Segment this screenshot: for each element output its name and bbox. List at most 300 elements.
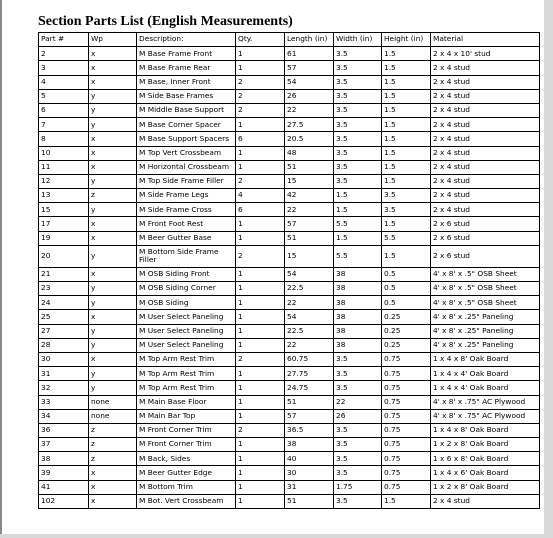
cell-width: 38 (334, 310, 382, 324)
cell-qty: 4 (236, 189, 285, 203)
table-row (39, 494, 540, 508)
cell-part-number: 30 (39, 352, 89, 366)
cell-height: 1.5 (382, 132, 431, 146)
cell-wp: x (89, 132, 137, 146)
cell-material: 1 x 2 x 8' Oak Board (431, 438, 540, 452)
cell-length: 22.5 (285, 282, 334, 296)
cell-height: 0.75 (382, 409, 431, 423)
cell-width: 3.5 (334, 89, 382, 103)
cell-wp: x (89, 160, 137, 174)
cell-wp: x (89, 75, 137, 89)
cell-description: M Back, Sides (137, 452, 236, 466)
cell-wp: y (89, 118, 137, 132)
cell-part-number: 41 (39, 480, 89, 494)
cell-height: 0.5 (382, 296, 431, 310)
table-row (39, 480, 540, 494)
page-edge-bottom (0, 534, 553, 538)
cell-length: 22.5 (285, 324, 334, 338)
cell-width: 3.5 (334, 174, 382, 188)
cell-description: M Beer Gutter Edge (137, 466, 236, 480)
table-row (39, 296, 540, 310)
cell-part-number: 20 (39, 245, 89, 267)
cell-height: 0.25 (382, 338, 431, 352)
cell-length: 42 (285, 189, 334, 203)
page-edge-left (0, 0, 2, 538)
cell-width: 5.5 (334, 217, 382, 231)
cell-description: M OSB Siding (137, 296, 236, 310)
cell-height: 0.75 (382, 395, 431, 409)
cell-wp: y (89, 338, 137, 352)
cell-description: M Base Support Spacers (137, 132, 236, 146)
cell-width: 1.5 (334, 189, 382, 203)
cell-qty: 6 (236, 203, 285, 217)
cell-height: 0.75 (382, 466, 431, 480)
cell-wp: z (89, 189, 137, 203)
cell-material: 2 x 4 stud (431, 118, 540, 132)
cell-part-number: 11 (39, 160, 89, 174)
cell-description: M Beer Gutter Base (137, 231, 236, 245)
cell-length: 57 (285, 409, 334, 423)
cell-description: M Horizontal Crossbeam (137, 160, 236, 174)
header-qty: Qty. (236, 33, 285, 47)
cell-material: 4' x 8' x .75" AC Plywood (431, 395, 540, 409)
cell-qty: 1 (236, 409, 285, 423)
cell-material: 2 x 4 stud (431, 132, 540, 146)
cell-width: 3.5 (334, 423, 382, 437)
cell-qty: 1 (236, 438, 285, 452)
cell-width: 3.5 (334, 494, 382, 508)
cell-description: M Base Frame Front (137, 47, 236, 61)
table-row (39, 381, 540, 395)
table-row (39, 367, 540, 381)
cell-material: 2 x 4 stud (431, 146, 540, 160)
cell-wp: y (89, 296, 137, 310)
table-row (39, 423, 540, 437)
cell-qty: 1 (236, 61, 285, 75)
cell-part-number: 21 (39, 267, 89, 281)
cell-description: M Side Frame Cross (137, 203, 236, 217)
cell-qty: 1 (236, 146, 285, 160)
table-row (39, 282, 540, 296)
cell-qty: 1 (236, 338, 285, 352)
cell-material: 4' x 8' x .5" OSB Sheet (431, 296, 540, 310)
cell-description: M Front Foot Rest (137, 217, 236, 231)
cell-wp: y (89, 203, 137, 217)
cell-description: M Top Arm Rest Trim (137, 381, 236, 395)
cell-length: 54 (285, 75, 334, 89)
cell-material: 4' x 8' x .75" AC Plywood (431, 409, 540, 423)
cell-material: 2 x 4 stud (431, 494, 540, 508)
cell-length: 15 (285, 174, 334, 188)
cell-qty: 1 (236, 296, 285, 310)
cell-wp: y (89, 324, 137, 338)
cell-qty: 1 (236, 494, 285, 508)
cell-description: M Base Frame Rear (137, 61, 236, 75)
cell-length: 22 (285, 338, 334, 352)
header-description: Description: (137, 33, 236, 47)
cell-length: 31 (285, 480, 334, 494)
cell-description: M Top Side Frame Filler (137, 174, 236, 188)
cell-width: 38 (334, 267, 382, 281)
cell-wp: y (89, 103, 137, 117)
cell-height: 1.5 (382, 89, 431, 103)
cell-height: 0.75 (382, 352, 431, 366)
cell-part-number: 6 (39, 103, 89, 117)
cell-material: 4' x 8' x .25" Paneling (431, 338, 540, 352)
cell-qty: 2 (236, 423, 285, 437)
cell-length: 36.5 (285, 423, 334, 437)
cell-part-number: 25 (39, 310, 89, 324)
cell-part-number: 8 (39, 132, 89, 146)
cell-width: 3.5 (334, 132, 382, 146)
cell-width: 22 (334, 395, 382, 409)
cell-material: 2 x 4 stud (431, 89, 540, 103)
cell-description: M Base Corner Spacer (137, 118, 236, 132)
cell-length: 60.75 (285, 352, 334, 366)
table-row (39, 452, 540, 466)
cell-qty: 1 (236, 160, 285, 174)
cell-width: 26 (334, 409, 382, 423)
cell-description: M User Select Paneling (137, 310, 236, 324)
cell-width: 3.5 (334, 367, 382, 381)
cell-material: 4' x 8' x .25" Paneling (431, 310, 540, 324)
cell-part-number: 102 (39, 494, 89, 508)
parts-table (38, 32, 540, 509)
cell-part-number: 24 (39, 296, 89, 310)
cell-description: M Bottom Side Frame Filler (137, 245, 236, 267)
cell-length: 61 (285, 47, 334, 61)
cell-description: M Base, Inner Front (137, 75, 236, 89)
cell-part-number: 27 (39, 324, 89, 338)
cell-width: 3.5 (334, 160, 382, 174)
cell-length: 26 (285, 89, 334, 103)
cell-part-number: 3 (39, 61, 89, 75)
cell-material: 2 x 6 stud (431, 217, 540, 231)
cell-part-number: 17 (39, 217, 89, 231)
cell-part-number: 12 (39, 174, 89, 188)
cell-width: 38 (334, 324, 382, 338)
cell-material: 2 x 4 stud (431, 174, 540, 188)
cell-description: M User Select Paneling (137, 324, 236, 338)
cell-wp: x (89, 217, 137, 231)
header-length: Length (in) (285, 33, 334, 47)
cell-wp: x (89, 352, 137, 366)
cell-height: 3.5 (382, 203, 431, 217)
cell-length: 51 (285, 231, 334, 245)
cell-part-number: 37 (39, 438, 89, 452)
cell-wp: none (89, 409, 137, 423)
cell-height: 3.5 (382, 189, 431, 203)
table-row (39, 395, 540, 409)
cell-qty: 2 (236, 103, 285, 117)
table-row (39, 267, 540, 281)
cell-material: 2 x 4 stud (431, 75, 540, 89)
cell-width: 38 (334, 282, 382, 296)
header-part-number: Part # (39, 33, 89, 47)
cell-part-number: 32 (39, 381, 89, 395)
cell-length: 54 (285, 310, 334, 324)
cell-description: M Top Arm Rest Trim (137, 352, 236, 366)
table-row (39, 47, 540, 61)
cell-qty: 1 (236, 367, 285, 381)
cell-material: 2 x 4 stud (431, 203, 540, 217)
cell-qty: 1 (236, 324, 285, 338)
cell-description: M Middle Base Support (137, 103, 236, 117)
cell-description: M Bottom Trim (137, 480, 236, 494)
page-edge-right (544, 0, 553, 538)
cell-height: 0.75 (382, 480, 431, 494)
cell-wp: y (89, 245, 137, 267)
cell-material: 2 x 6 stud (431, 245, 540, 267)
cell-wp: x (89, 61, 137, 75)
cell-length: 27.5 (285, 118, 334, 132)
cell-material: 4' x 8' x .25" Paneling (431, 324, 540, 338)
cell-height: 1.5 (382, 494, 431, 508)
parts-table-body (39, 47, 540, 509)
cell-qty: 6 (236, 132, 285, 146)
cell-qty: 1 (236, 480, 285, 494)
cell-height: 0.75 (382, 423, 431, 437)
cell-part-number: 4 (39, 75, 89, 89)
cell-width: 3.5 (334, 452, 382, 466)
cell-wp: x (89, 146, 137, 160)
cell-width: 3.5 (334, 381, 382, 395)
cell-height: 1.5 (382, 174, 431, 188)
cell-material: 1 x 6 x 8' Oak Board (431, 452, 540, 466)
cell-qty: 2 (236, 352, 285, 366)
cell-length: 15 (285, 245, 334, 267)
cell-wp: x (89, 466, 137, 480)
cell-wp: z (89, 452, 137, 466)
cell-height: 0.75 (382, 438, 431, 452)
cell-width: 1.5 (334, 231, 382, 245)
header-height: Height (in) (382, 33, 431, 47)
cell-wp: x (89, 480, 137, 494)
cell-length: 22 (285, 203, 334, 217)
cell-material: 1 x 4 x 8' Oak Board (431, 423, 540, 437)
cell-part-number: 19 (39, 231, 89, 245)
cell-height: 1.5 (382, 75, 431, 89)
cell-qty: 2 (236, 174, 285, 188)
cell-height: 0.25 (382, 324, 431, 338)
cell-length: 51 (285, 395, 334, 409)
cell-qty: 1 (236, 282, 285, 296)
cell-length: 51 (285, 494, 334, 508)
table-row (39, 189, 540, 203)
table-row (39, 338, 540, 352)
cell-part-number: 31 (39, 367, 89, 381)
cell-description: M Bot. Vert Crossbeam (137, 494, 236, 508)
cell-wp: none (89, 395, 137, 409)
cell-length: 22 (285, 103, 334, 117)
cell-description: M Main Base Floor (137, 395, 236, 409)
cell-material: 1 x 4 x 6' Oak Board (431, 466, 540, 480)
table-row (39, 409, 540, 423)
cell-length: 30 (285, 466, 334, 480)
cell-description: M Top Arm Rest Trim (137, 367, 236, 381)
cell-length: 27.75 (285, 367, 334, 381)
cell-description: M User Select Paneling (137, 338, 236, 352)
cell-qty: 2 (236, 245, 285, 267)
cell-length: 22 (285, 296, 334, 310)
table-row (39, 174, 540, 188)
cell-qty: 2 (236, 89, 285, 103)
cell-qty: 2 (236, 75, 285, 89)
cell-part-number: 15 (39, 203, 89, 217)
cell-qty: 1 (236, 381, 285, 395)
cell-material: 1 x 4 x 8' Oak Board (431, 352, 540, 366)
cell-qty: 1 (236, 310, 285, 324)
cell-part-number: 33 (39, 395, 89, 409)
cell-length: 51 (285, 160, 334, 174)
cell-width: 3.5 (334, 146, 382, 160)
cell-height: 1.5 (382, 118, 431, 132)
cell-wp: z (89, 438, 137, 452)
cell-part-number: 38 (39, 452, 89, 466)
cell-width: 5.5 (334, 245, 382, 267)
cell-description: M Top Vert Crossbeam (137, 146, 236, 160)
cell-height: 1.5 (382, 245, 431, 267)
header-width: Width (in) (334, 33, 382, 47)
cell-wp: x (89, 231, 137, 245)
cell-length: 57 (285, 61, 334, 75)
table-row (39, 231, 540, 245)
cell-material: 4' x 8' x .5" OSB Sheet (431, 282, 540, 296)
cell-qty: 1 (236, 395, 285, 409)
table-row (39, 203, 540, 217)
cell-width: 3.5 (334, 352, 382, 366)
table-row (39, 61, 540, 75)
cell-qty: 1 (236, 217, 285, 231)
cell-length: 54 (285, 267, 334, 281)
table-row (39, 89, 540, 103)
cell-description: M Main Bar Top (137, 409, 236, 423)
cell-wp: z (89, 423, 137, 437)
cell-part-number: 36 (39, 423, 89, 437)
cell-material: 2 x 4 stud (431, 160, 540, 174)
cell-width: 3.5 (334, 75, 382, 89)
cell-wp: y (89, 89, 137, 103)
cell-part-number: 5 (39, 89, 89, 103)
cell-width: 1.75 (334, 480, 382, 494)
table-row (39, 118, 540, 132)
table-row (39, 146, 540, 160)
cell-qty: 1 (236, 231, 285, 245)
header-material: Material (431, 33, 540, 47)
cell-qty: 1 (236, 267, 285, 281)
cell-height: 1.5 (382, 103, 431, 117)
cell-width: 3.5 (334, 103, 382, 117)
table-row (39, 352, 540, 366)
cell-wp: x (89, 310, 137, 324)
cell-description: M OSB Siding Front (137, 267, 236, 281)
cell-description: M Front Corner Trim (137, 423, 236, 437)
cell-part-number: 39 (39, 466, 89, 480)
table-row (39, 160, 540, 174)
cell-height: 0.5 (382, 267, 431, 281)
cell-part-number: 7 (39, 118, 89, 132)
cell-material: 2 x 4 x 10' stud (431, 47, 540, 61)
cell-height: 1.5 (382, 217, 431, 231)
cell-material: 4' x 8' x .5" OSB Sheet (431, 267, 540, 281)
header-wp: Wp (89, 33, 137, 47)
cell-material: 1 x 4 x 4' Oak Board (431, 367, 540, 381)
cell-height: 0.75 (382, 452, 431, 466)
cell-width: 3.5 (334, 47, 382, 61)
table-row (39, 132, 540, 146)
table-row (39, 103, 540, 117)
cell-material: 2 x 4 stud (431, 61, 540, 75)
cell-description: M Front Corner Trim (137, 438, 236, 452)
cell-material: 2 x 4 stud (431, 189, 540, 203)
cell-qty: 1 (236, 118, 285, 132)
cell-description: M OSB Siding Corner (137, 282, 236, 296)
cell-qty: 1 (236, 452, 285, 466)
cell-wp: y (89, 381, 137, 395)
cell-qty: 1 (236, 47, 285, 61)
cell-material: 2 x 4 stud (431, 103, 540, 117)
cell-length: 24.75 (285, 381, 334, 395)
cell-width: 38 (334, 338, 382, 352)
cell-height: 1.5 (382, 47, 431, 61)
document-title: Section Parts List (English Measurements) (38, 14, 293, 29)
cell-qty: 1 (236, 466, 285, 480)
cell-wp: x (89, 47, 137, 61)
table-row (39, 438, 540, 452)
cell-height: 0.25 (382, 310, 431, 324)
cell-part-number: 13 (39, 189, 89, 203)
table-row (39, 245, 540, 267)
cell-part-number: 23 (39, 282, 89, 296)
cell-height: 0.75 (382, 367, 431, 381)
cell-width: 1.5 (334, 203, 382, 217)
cell-length: 20.5 (285, 132, 334, 146)
cell-material: 1 x 4 x 4' Oak Board (431, 381, 540, 395)
cell-wp: x (89, 267, 137, 281)
cell-wp: x (89, 494, 137, 508)
cell-wp: y (89, 282, 137, 296)
cell-height: 1.5 (382, 61, 431, 75)
cell-height: 1.5 (382, 146, 431, 160)
cell-part-number: 28 (39, 338, 89, 352)
table-row (39, 324, 540, 338)
cell-length: 57 (285, 217, 334, 231)
cell-part-number: 10 (39, 146, 89, 160)
cell-length: 38 (285, 438, 334, 452)
cell-width: 3.5 (334, 466, 382, 480)
cell-wp: y (89, 174, 137, 188)
cell-material: 1 x 2 x 8' Oak Board (431, 480, 540, 494)
table-row (39, 466, 540, 480)
cell-width: 3.5 (334, 61, 382, 75)
cell-width: 38 (334, 296, 382, 310)
cell-length: 40 (285, 452, 334, 466)
cell-height: 1.5 (382, 160, 431, 174)
cell-width: 3.5 (334, 438, 382, 452)
table-header-row (39, 33, 540, 47)
cell-material: 2 x 6 stud (431, 231, 540, 245)
cell-wp: y (89, 367, 137, 381)
cell-part-number: 34 (39, 409, 89, 423)
cell-length: 48 (285, 146, 334, 160)
cell-part-number: 2 (39, 47, 89, 61)
cell-width: 3.5 (334, 118, 382, 132)
cell-height: 0.5 (382, 282, 431, 296)
table-row (39, 310, 540, 324)
cell-description: M Side Frame Legs (137, 189, 236, 203)
cell-height: 5.5 (382, 231, 431, 245)
cell-description: M Side Base Frames (137, 89, 236, 103)
